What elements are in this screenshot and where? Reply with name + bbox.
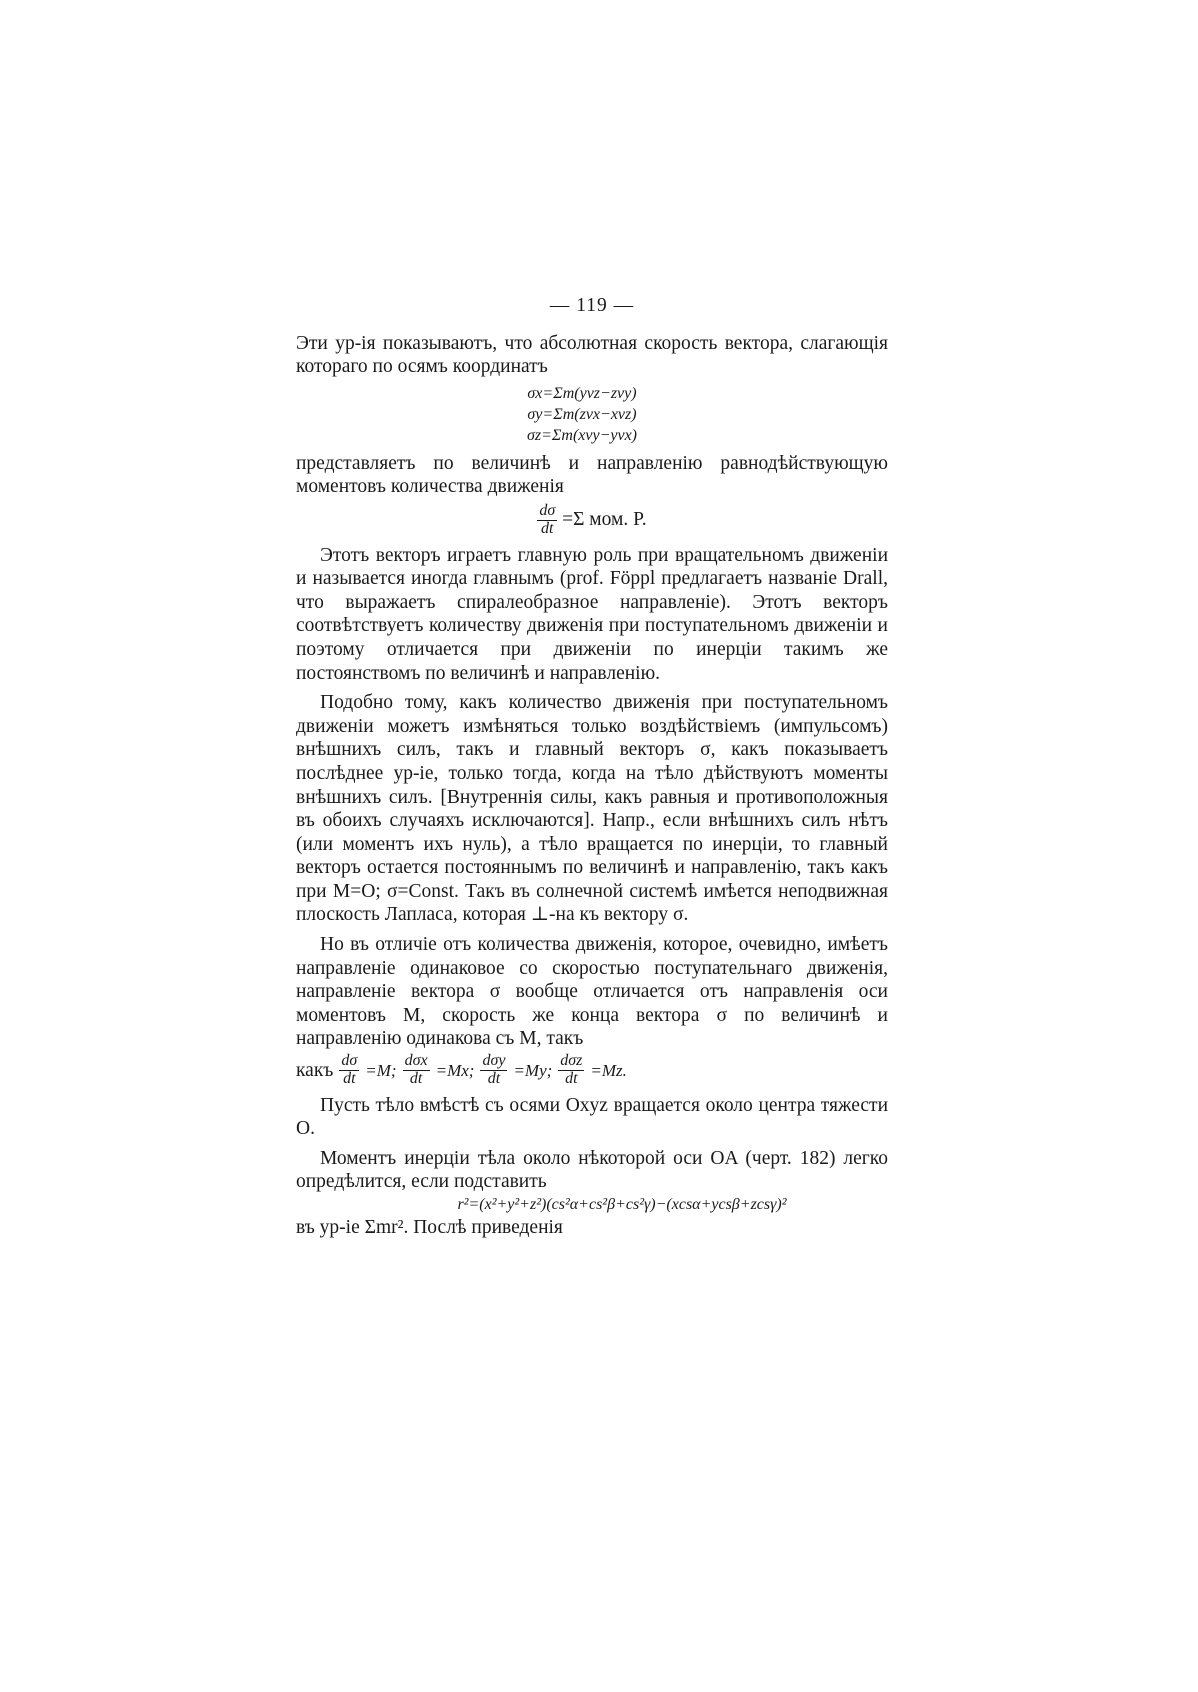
page-body: [296, 294, 888, 1240]
derivative-rest: =Σ мом. P.: [562, 508, 647, 530]
fraction-rest: =M;: [365, 1060, 397, 1080]
fraction-rest: =Mz.: [590, 1060, 627, 1080]
page-number: — 119 —: [549, 295, 635, 316]
r-squared-equation: r²=(x²+y²+z²)(cs²α+cs²β+cs²γ)−(xcsα+ycsβ+zcsγ)²: [457, 1196, 787, 1213]
equation-block: [296, 383, 888, 446]
paragraph-5: Но въ отличiе отъ количества движенiя, которое, очевидно, имѣетъ направленiе одинаковое со скоростью поступательнаго движенiя, направленiе вектора σ вообще отличается отъ направленiя оси моментовъ M, скорость же конца вектора σ по величинѣ и направленiю одинакова съ M, такъ: [296, 934, 888, 1050]
paragraph-3: Этотъ векторъ играетъ главную роль при вращательномъ движенiи и называется иногда главнымъ (prof. Föppl предлагаетъ названiе Drall, что выражаетъ спиралеобразное направленiе). Этотъ векторъ соотвѣтствуетъ количеству движенiя при поступательномъ движенiи и поэтому отличается при движенiи по инерцiи такимъ же постоянствомъ по величинѣ и направленiю.: [296, 544, 888, 684]
paragraph-1: Эти ур-iя показываютъ, что абсолютная скорость вектора, слагающiя котораго по осямъ координатъ: [296, 332, 888, 378]
equation-sigma-z: σz=Σm(xvy−yvx): [526, 426, 638, 444]
derivative-row: [296, 1053, 888, 1088]
fraction: $\frac{\text{dσz}}{dt}$: [560, 1052, 583, 1087]
paragraph-4: Подобно тому, какъ количество движенiя при поступательномъ движенiи можетъ измѣняться только воздѣйствiемъ (импульсомъ) внѣшнихъ силъ, такъ и главный векторъ σ, какъ показываетъ послѣднее ур-iе, только тогда, когда на тѣло дѣйствуютъ моменты внѣшнихъ силъ. [Внутреннiя силы, какъ равныя и противоположныя въ обоихъ случаяхъ исключаются]. Напр., если внѣшнихъ силъ нѣтъ (или моментъ ихъ нуль), а тѣло вращается по инерцiи, то главный векторъ остается постояннымъ по величинѣ и направленiю, такъ какъ при M=O; σ=Const. Такъ въ солнечной системѣ имѣется неподвижная плоскость Лапласа, которая ⊥-на къ вектору σ.: [296, 692, 888, 926]
fraction: $\frac{\text{dσy}}{dt}$: [482, 1052, 506, 1087]
paragraph-2: представляетъ по величинѣ и направленiю равнодѣйствующую моментовъ количества движенiя: [296, 452, 888, 498]
fraction: $\frac{d\sigma}{dt}$: [341, 1052, 358, 1087]
fraction-rest: =My;: [513, 1060, 553, 1080]
fraction: $\frac{d\sigma}{dt}$: [539, 501, 556, 537]
paragraph-6: Пусть тѣло вмѣстѣ съ осями Oxyz вращается около центра тяжести O.: [296, 1094, 888, 1140]
derivative-equation: [296, 503, 888, 538]
fraction-rest: =Mx;: [435, 1060, 475, 1080]
derivative-row-lead: какъ: [296, 1059, 334, 1081]
paragraph-8: въ ур-iе Σmr². Послѣ приведенiя: [296, 1217, 563, 1238]
equation-sigma-x: σx=Σm(yvz−zvy): [527, 384, 637, 402]
equation-sigma-y: σy=Σm(zvx−xvz): [527, 405, 637, 423]
fraction: $\frac{\text{dσx}}{dt}$: [404, 1052, 428, 1087]
paragraph-7: Моментъ инерцiи тѣла около нѣкоторой оси OA (черт. 182) легко опредѣлится, если подставить: [296, 1147, 888, 1193]
